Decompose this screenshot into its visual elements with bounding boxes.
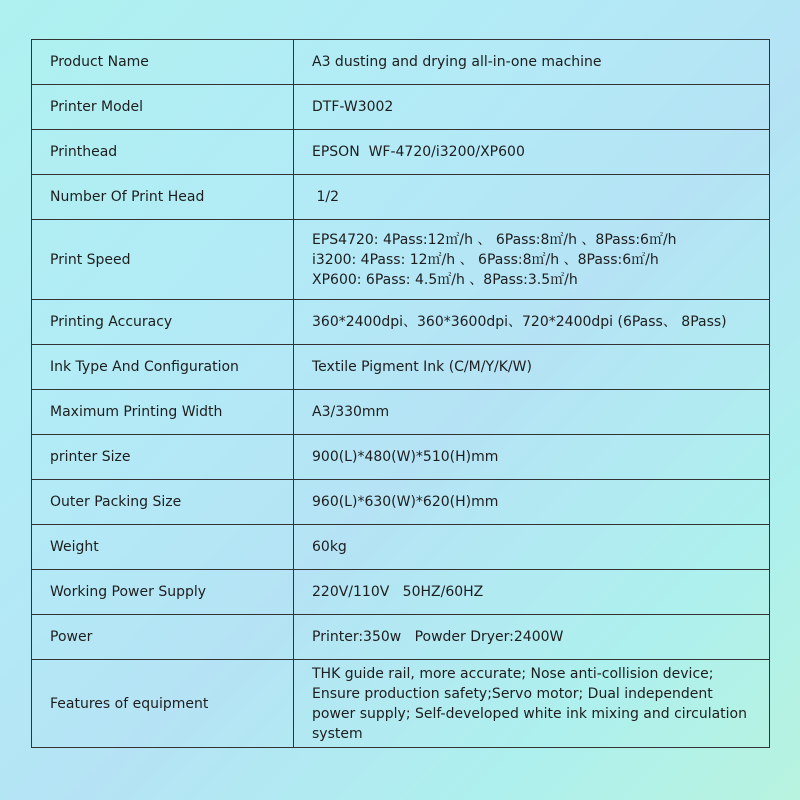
table-row [32,570,770,615]
label-power: Power [32,615,294,660]
table-row [32,435,770,480]
table-row [32,615,770,660]
label-printer-size: printer Size [32,435,294,480]
table-row [32,525,770,570]
value-working-power-supply: 220V/110V 50HZ/60HZ [294,570,770,615]
print-speed-line-xp600: XP600: 6Pass: 4.5㎡/h 、8Pass:3.5㎡/h [312,271,578,288]
table-row [32,175,770,220]
value-max-printing-width: A3/330mm [294,390,770,435]
value-power: Printer:350w Powder Dryer:2400W [294,615,770,660]
label-max-printing-width: Maximum Printing Width [32,390,294,435]
label-weight: Weight [32,525,294,570]
value-printhead: EPSON WF-4720/i3200/XP600 [294,130,770,175]
table-row [32,480,770,525]
label-print-speed: Print Speed [32,220,294,300]
table-row [32,300,770,345]
label-printhead: Printhead [32,130,294,175]
label-ink-type: Ink Type And Configuration [32,345,294,390]
table-row [32,390,770,435]
label-features: Features of equipment [32,660,294,748]
label-number-of-print-head: Number Of Print Head [32,175,294,220]
value-weight: 60kg [294,525,770,570]
table-row [32,220,770,300]
value-outer-packing-size: 960(L)*630(W)*620(H)mm [294,480,770,525]
table-row [32,85,770,130]
label-working-power-supply: Working Power Supply [32,570,294,615]
value-product-name: A3 dusting and drying all-in-one machine [294,40,770,85]
table-row [32,660,770,748]
table-row [32,130,770,175]
value-printing-accuracy: 360*2400dpi、360*3600dpi、720*2400dpi (6Pass、 8Pass) [294,300,770,345]
value-number-of-print-head: 1/2 [294,175,770,220]
value-printer-size: 900(L)*480(W)*510(H)mm [294,435,770,480]
value-print-speed [294,220,770,300]
table-row [32,40,770,85]
features-text: THK guide rail, more accurate; Nose anti-collision device; Ensure production safety;Servo motor; Dual independent power supply; Self-developed white ink mixing and circulation system [312,665,747,742]
label-printing-accuracy: Printing Accuracy [32,300,294,345]
label-product-name: Product Name [32,40,294,85]
print-speed-line-eps4720: EPS4720: 4Pass:12㎡/h 、 6Pass:8㎡/h 、8Pass:6㎡/h [312,231,677,248]
value-printer-model: DTF-W3002 [294,85,770,130]
value-ink-type: Textile Pigment Ink (C/M/Y/K/W) [294,345,770,390]
value-features [294,660,770,748]
table-row [32,345,770,390]
label-outer-packing-size: Outer Packing Size [32,480,294,525]
label-printer-model: Printer Model [32,85,294,130]
spec-table [31,39,770,748]
print-speed-line-i3200: i3200: 4Pass: 12㎡/h 、 6Pass:8㎡/h 、8Pass:6㎡/h [312,251,659,268]
